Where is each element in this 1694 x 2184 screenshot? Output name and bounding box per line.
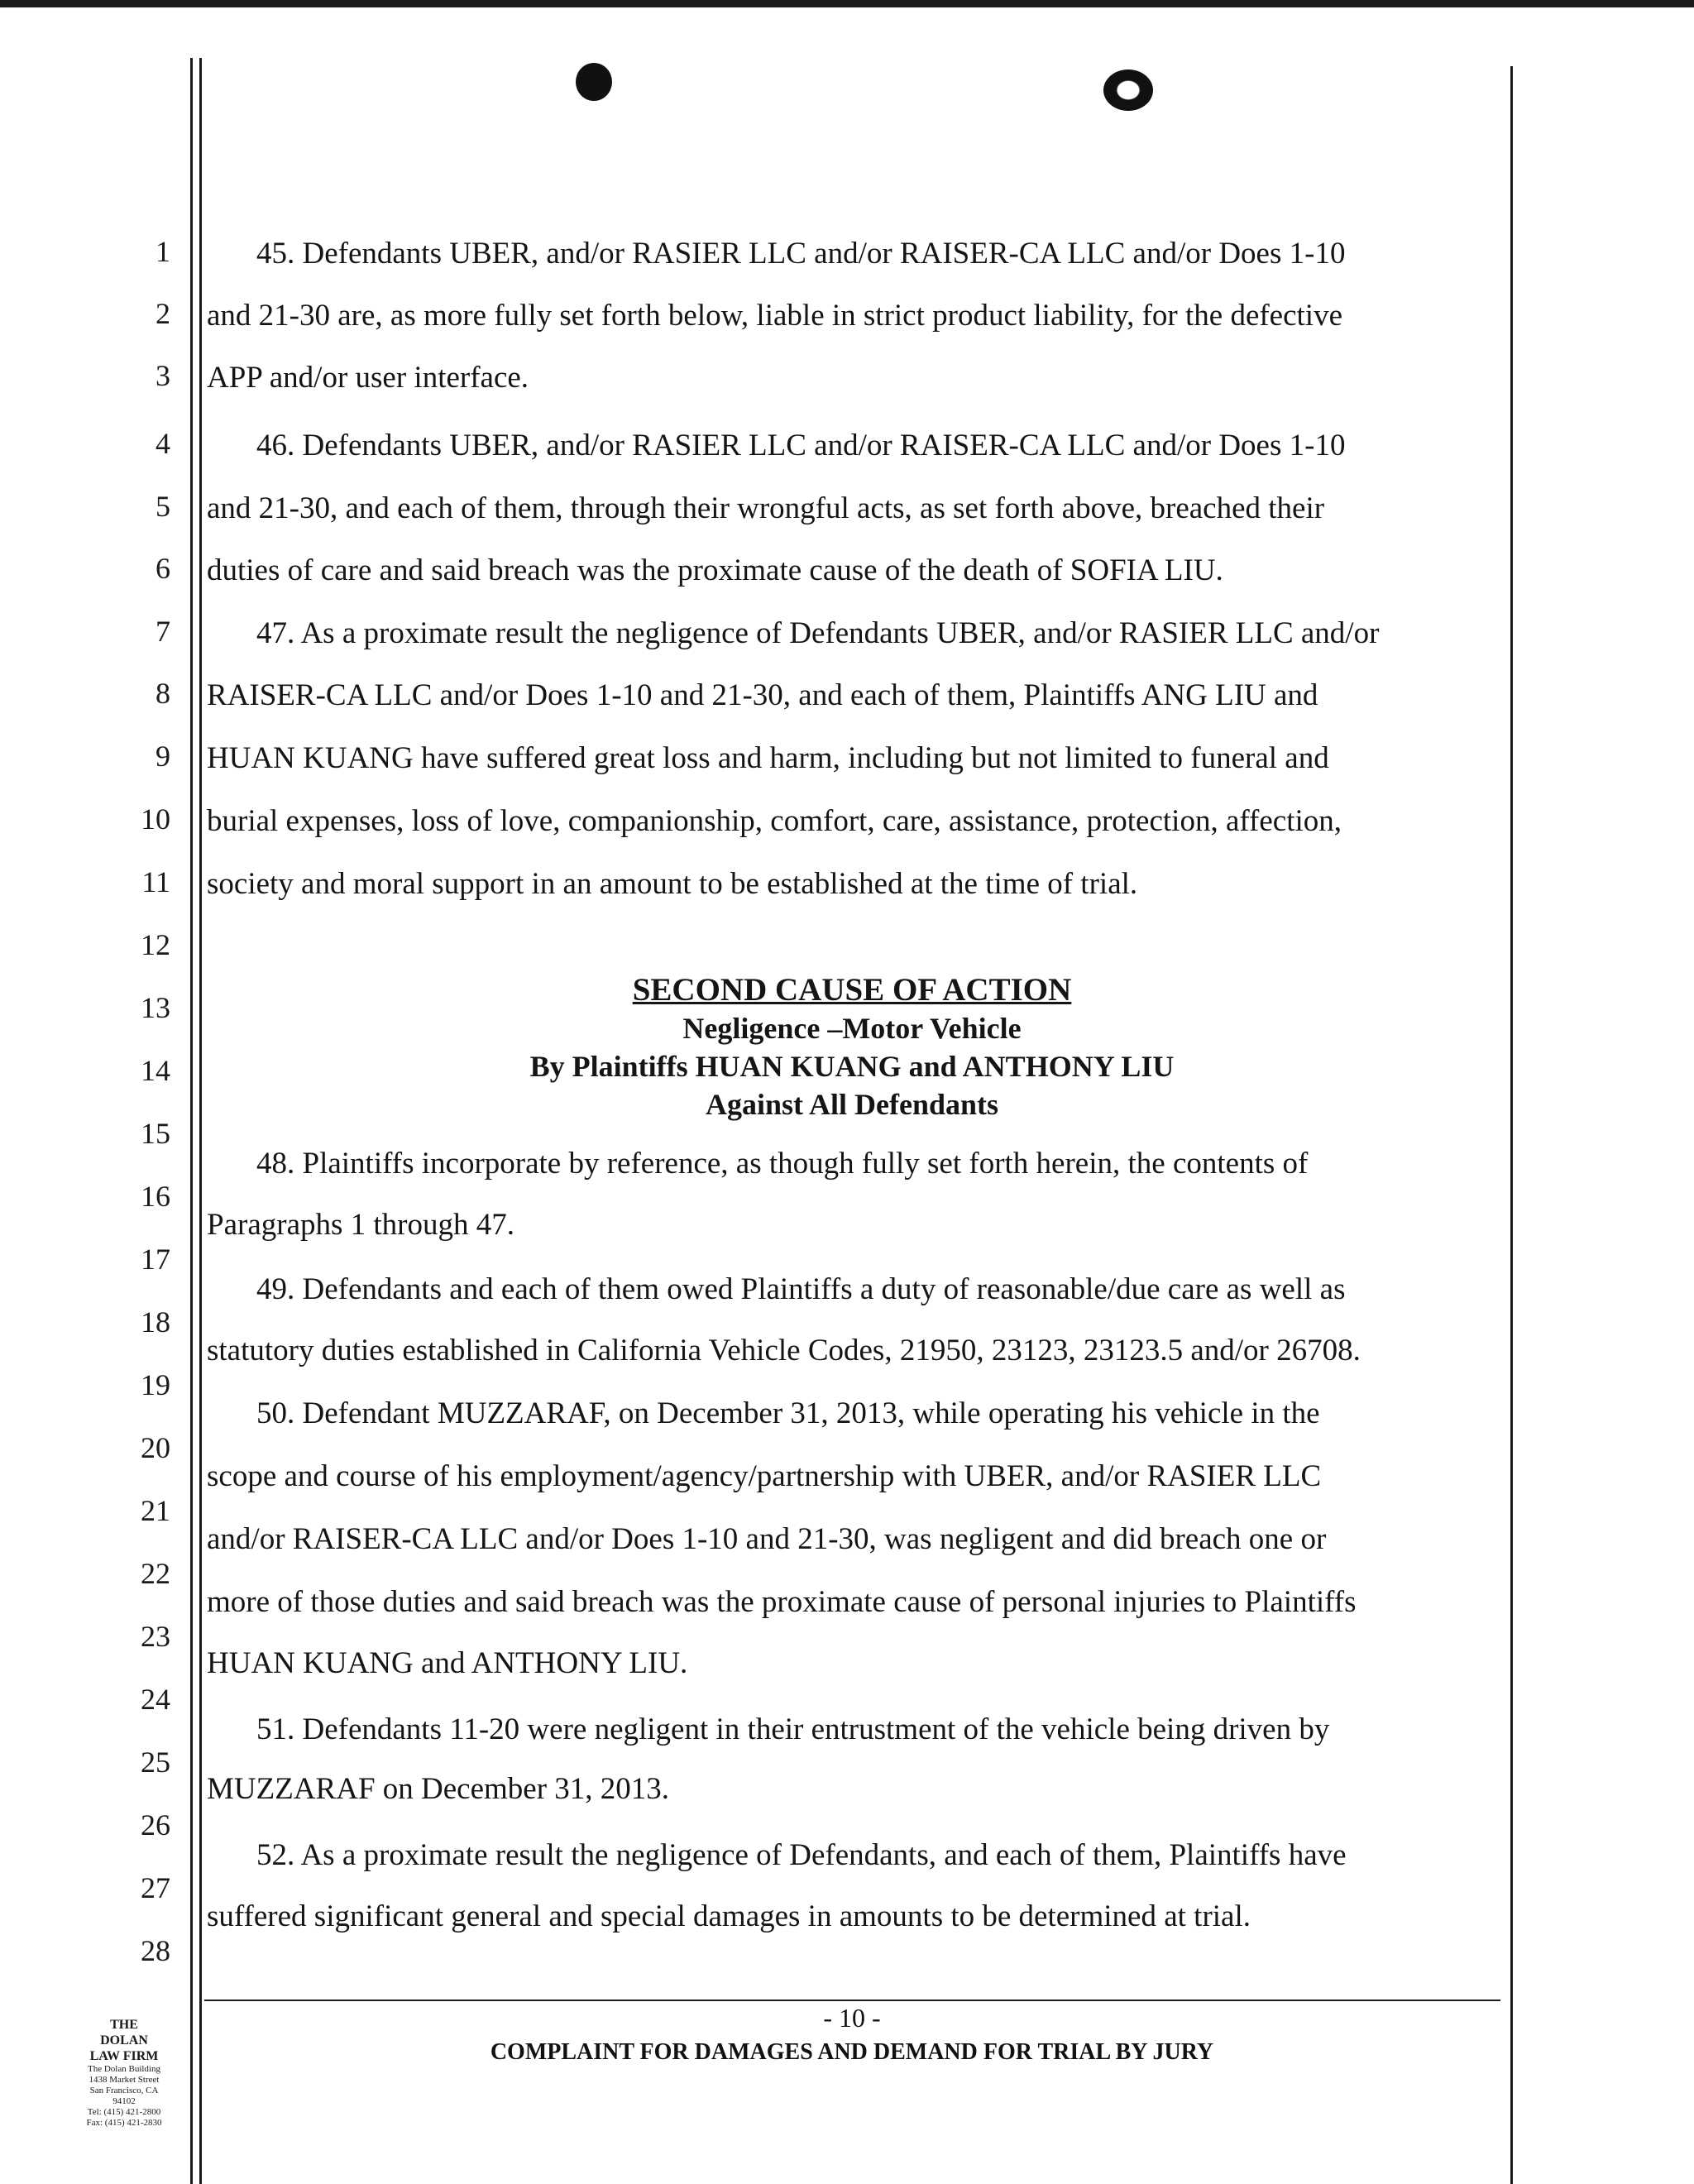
- line-number: 15: [141, 1117, 170, 1150]
- footer-title: COMPLAINT FOR DAMAGES AND DEMAND FOR TRIAL BY JURY: [490, 2039, 1214, 2065]
- line-number: 14: [141, 1054, 170, 1087]
- paragraph-50-line: and/or RAISER-CA LLC and/or Does 1-10 and 21-30, was negligent and did breach one or: [207, 1522, 1327, 1556]
- firm-address-line: The Dolan Building: [88, 2064, 160, 2074]
- cause-of-action-subtitle: Negligence –Motor Vehicle: [682, 1012, 1022, 1045]
- line-number: 18: [141, 1305, 170, 1339]
- law-firm-block: [58, 2017, 190, 2129]
- paragraph-52-line: 52. As a proximate result the negligence of Defendants, and each of them, Plaintiffs have: [256, 1838, 1347, 1872]
- paragraph-52-line: suffered significant general and special damages in amounts to be determined at trial.: [207, 1899, 1251, 1933]
- line-number: 28: [141, 1934, 170, 1967]
- line-number: 21: [141, 1494, 170, 1527]
- firm-name-line: THE: [110, 2018, 138, 2032]
- paragraph-46-line: duties of care and said breach was the proximate cause of the death of SOFIA LIU.: [207, 553, 1223, 587]
- paragraph-47-line: RAISER-CA LLC and/or Does 1-10 and 21-30, and each of them, Plaintiffs ANG LIU and: [207, 678, 1318, 712]
- line-number: 24: [141, 1683, 170, 1716]
- punch-hole-icon: [1103, 69, 1153, 111]
- paragraph-47-line: society and moral support in an amount to be established at the time of trial.: [207, 867, 1138, 901]
- paragraph-47-line: HUAN KUANG have suffered great loss and harm, including but not limited to funeral and: [207, 741, 1329, 775]
- paragraph-45-line: 45. Defendants UBER, and/or RASIER LLC and/or RAISER-CA LLC and/or Does 1-10: [256, 237, 1346, 271]
- line-number: 4: [156, 427, 170, 460]
- firm-address-line: 94102: [112, 2096, 136, 2106]
- paragraph-46-line: 46. Defendants UBER, and/or RASIER LLC and/or RAISER-CA LLC and/or Does 1-10: [256, 429, 1346, 462]
- line-number: 20: [141, 1431, 170, 1464]
- firm-name-line: LAW FIRM: [89, 2049, 159, 2063]
- firm-address-line: Tel: (415) 421-2800: [87, 2107, 161, 2117]
- paragraph-50-line: scope and course of his employment/agency/partnership with UBER, and/or RASIER LLC: [207, 1459, 1322, 1493]
- firm-address-line: San Francisco, CA: [89, 2086, 159, 2095]
- line-number: 11: [141, 865, 170, 898]
- line-number: 6: [156, 552, 170, 585]
- cause-of-action-parties: By Plaintiffs HUAN KUANG and ANTHONY LIU: [529, 1050, 1175, 1083]
- page-number: - 10 -: [823, 2003, 881, 2033]
- punch-hole-icon: [576, 63, 612, 101]
- margin-rule-left-inner: [199, 58, 202, 2184]
- margin-rule-right: [1510, 66, 1513, 2184]
- line-number: 17: [141, 1243, 170, 1276]
- line-number: 5: [156, 490, 170, 523]
- paragraph-51-line: MUZZARAF on December 31, 2013.: [207, 1772, 670, 1806]
- cause-of-action-title: SECOND CAUSE OF ACTION: [632, 972, 1072, 1008]
- line-number: 1: [156, 235, 170, 268]
- paragraph-49-line: statutory duties established in California Vehicle Codes, 21950, 23123, 23123.5 and/or 26708.: [207, 1334, 1361, 1367]
- line-number: 19: [141, 1368, 170, 1401]
- line-number: 9: [156, 740, 170, 773]
- line-number: 12: [141, 928, 170, 961]
- paragraph-48-line: Paragraphs 1 through 47.: [207, 1208, 514, 1242]
- footer-rule: [204, 2000, 1500, 2001]
- paragraph-45-line: and 21-30 are, as more fully set forth below, liable in strict product liability, for the defective: [207, 299, 1343, 333]
- paragraph-47-line: burial expenses, loss of love, companionship, comfort, care, assistance, protection, affection,: [207, 804, 1342, 838]
- cause-of-action-against: Against All Defendants: [705, 1088, 999, 1121]
- line-number: 23: [141, 1620, 170, 1653]
- paragraph-45-line: APP and/or user interface.: [207, 361, 529, 395]
- paragraph-47-line: 47. As a proximate result the negligence of Defendants UBER, and/or RASIER LLC and/or: [256, 616, 1380, 650]
- line-number: 10: [141, 802, 170, 836]
- paragraph-48-line: 48. Plaintiffs incorporate by reference, as though fully set forth herein, the contents of: [256, 1147, 1309, 1181]
- firm-address-line: 1438 Market Street: [89, 2075, 160, 2085]
- line-number: 2: [156, 297, 170, 330]
- firm-name-line: DOLAN: [100, 2033, 148, 2048]
- line-number: 3: [156, 359, 170, 392]
- firm-address-line: Fax: (415) 421-2830: [86, 2118, 162, 2128]
- paragraph-50-line: 50. Defendant MUZZARAF, on December 31, 2013, while operating his vehicle in the: [256, 1396, 1320, 1430]
- line-number: 27: [141, 1871, 170, 1904]
- line-number: 13: [141, 991, 170, 1024]
- paragraph-50-line: HUAN KUANG and ANTHONY LIU.: [207, 1646, 688, 1680]
- paragraph-49-line: 49. Defendants and each of them owed Plaintiffs a duty of reasonable/due care as well as: [256, 1272, 1346, 1306]
- line-number: 7: [156, 615, 170, 648]
- scan-edge: [0, 0, 1694, 7]
- paragraph-51-line: 51. Defendants 11-20 were negligent in their entrustment of the vehicle being driven by: [256, 1712, 1330, 1746]
- line-number: 22: [141, 1557, 170, 1590]
- paragraph-46-line: and 21-30, and each of them, through their wrongful acts, as set forth above, breached their: [207, 491, 1325, 525]
- line-number: 8: [156, 677, 170, 710]
- margin-rule-left-outer: [190, 58, 193, 2184]
- line-number: 25: [141, 1746, 170, 1779]
- line-number: 26: [141, 1808, 170, 1842]
- paragraph-50-line: more of those duties and said breach was the proximate cause of personal injuries to Plaintiffs: [207, 1585, 1357, 1619]
- line-number: 16: [141, 1180, 170, 1213]
